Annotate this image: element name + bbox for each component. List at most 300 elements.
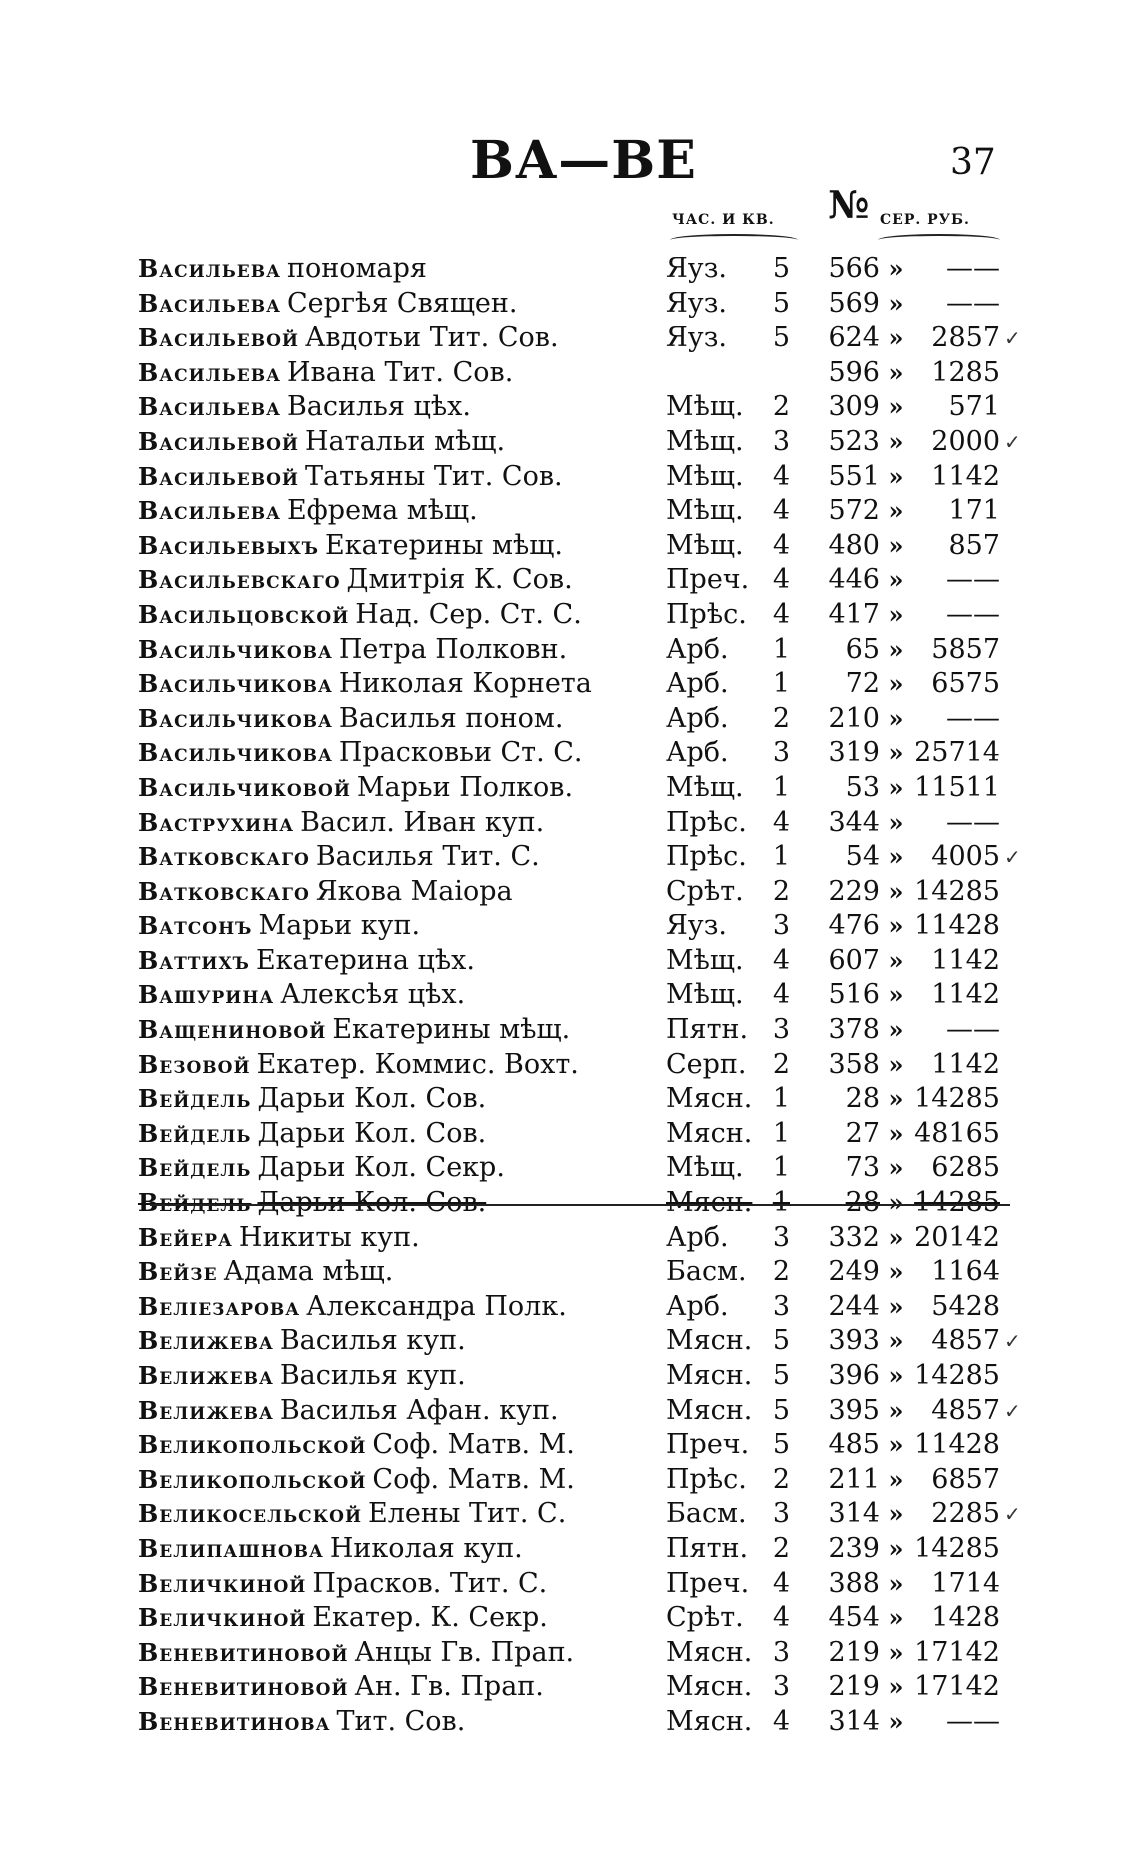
entry-name bbox=[138, 1497, 658, 1532]
entry-district: Мѣщ. bbox=[666, 391, 744, 423]
entry-marker: » bbox=[888, 530, 904, 560]
entry-district: Мясн. bbox=[666, 1394, 753, 1426]
entry-details: Марьи Полков. bbox=[356, 771, 574, 803]
entry-surname: Васильчикова bbox=[138, 669, 333, 699]
entry-details: Адама мѣщ. bbox=[223, 1256, 394, 1288]
entry-marker: » bbox=[888, 357, 904, 387]
entry-number: 53 bbox=[845, 771, 880, 803]
entry-number: 27 bbox=[845, 1117, 880, 1149]
entry-details: Николая куп. bbox=[329, 1532, 523, 1564]
entry-name bbox=[138, 390, 658, 425]
entry-number: 219 bbox=[828, 1636, 880, 1668]
entry-district: Яуз. bbox=[666, 287, 728, 319]
entry-surname: Великосельской bbox=[138, 1499, 363, 1529]
entry-part: 1 bbox=[772, 771, 790, 803]
entry-district: Мясн. bbox=[666, 1705, 753, 1737]
entry-marker: » bbox=[888, 911, 904, 941]
list-item bbox=[0, 563, 1140, 598]
entry-details: Василья цѣх. bbox=[286, 391, 471, 423]
entry-surname: Велижева bbox=[138, 1326, 274, 1356]
check-mark-icon: ✓ bbox=[1004, 326, 1021, 351]
entry-marker: » bbox=[888, 1499, 904, 1529]
entry-amount: 571 bbox=[948, 391, 1000, 423]
check-mark-icon: ✓ bbox=[1004, 845, 1021, 870]
entry-number: 485 bbox=[828, 1429, 880, 1461]
entry-surname: Веліезарова bbox=[138, 1291, 301, 1321]
entry-name bbox=[138, 633, 658, 668]
entry-surname: Велижева bbox=[138, 1361, 274, 1390]
entry-name bbox=[138, 494, 658, 529]
entry-number: 378 bbox=[828, 1014, 880, 1046]
entry-surname: Веневитинова bbox=[138, 1706, 331, 1736]
entry-district: Пятн. bbox=[666, 1014, 749, 1046]
entry-details: Дарьи Кол. Секр. bbox=[257, 1152, 505, 1184]
entry-name bbox=[138, 1636, 658, 1671]
entry-number: 566 bbox=[828, 253, 880, 284]
entry-details: Анцы Гв. Прап. bbox=[354, 1636, 575, 1668]
entry-amount: 14285 bbox=[914, 1532, 1000, 1564]
entry-number: 211 bbox=[828, 1463, 880, 1495]
entry-number: 309 bbox=[828, 391, 880, 423]
entry-amount: 5428 bbox=[931, 1290, 1000, 1322]
entry-part: 3 bbox=[772, 910, 790, 942]
entry-marker: » bbox=[888, 1361, 904, 1390]
entry-amount: 171 bbox=[948, 495, 1000, 527]
list-item bbox=[0, 1221, 1140, 1256]
entry-number: 396 bbox=[828, 1360, 880, 1391]
list-item bbox=[0, 1532, 1140, 1567]
entry-district: Мясн. bbox=[666, 1083, 753, 1115]
entry-district: Яуз. bbox=[666, 253, 728, 284]
entry-number: 516 bbox=[828, 979, 880, 1011]
entry-amount: —— bbox=[946, 287, 1000, 319]
entry-surname: Величкиной bbox=[138, 1568, 307, 1598]
entry-surname: Вейдель bbox=[138, 1118, 252, 1148]
entry-part: 4 bbox=[772, 460, 790, 492]
entry-name bbox=[138, 944, 658, 979]
entry-details: Екатерины мѣщ. bbox=[325, 529, 563, 561]
entry-details: Екатерина цѣх. bbox=[255, 944, 475, 976]
entry-surname: Ватковскаго bbox=[138, 842, 310, 872]
entry-part: 3 bbox=[772, 1671, 790, 1703]
entry-number: 569 bbox=[828, 287, 880, 319]
list-item bbox=[0, 529, 1140, 564]
list-item bbox=[0, 1705, 1140, 1740]
entry-district: Мѣщ. bbox=[666, 771, 744, 803]
list-item bbox=[0, 1394, 1140, 1429]
list-item bbox=[0, 771, 1140, 806]
list-item bbox=[0, 1186, 1140, 1221]
entry-number: 446 bbox=[828, 564, 880, 596]
entry-district: Мясн. bbox=[666, 1187, 753, 1219]
entry-name bbox=[138, 736, 658, 771]
entry-number: 454 bbox=[828, 1602, 880, 1634]
list-item bbox=[0, 1324, 1140, 1359]
list-item bbox=[0, 944, 1140, 979]
entry-surname: Ваттихъ bbox=[138, 945, 250, 975]
entry-district: Мѣщ. bbox=[666, 944, 744, 976]
list-item bbox=[0, 667, 1140, 702]
entry-part: 3 bbox=[772, 425, 790, 457]
entry-part: 3 bbox=[772, 1014, 790, 1046]
entry-marker: » bbox=[888, 980, 904, 1010]
entry-part: 1 bbox=[772, 633, 790, 665]
page-header bbox=[0, 0, 1140, 230]
list-item bbox=[0, 736, 1140, 771]
entry-part: 5 bbox=[772, 1394, 790, 1426]
entry-details: Ан. Гв. Прап. bbox=[354, 1671, 544, 1703]
entry-surname: Васильевой bbox=[138, 461, 299, 491]
district-brace bbox=[670, 234, 798, 246]
entry-part: 2 bbox=[772, 1463, 790, 1495]
entry-part: 4 bbox=[772, 529, 790, 561]
entry-marker: » bbox=[888, 461, 904, 491]
entry-name bbox=[138, 1394, 658, 1429]
column-header-number: № bbox=[828, 182, 870, 227]
entry-part: 3 bbox=[772, 1221, 790, 1253]
entry-surname: Вейдель bbox=[138, 1188, 252, 1218]
entry-details: Натальи мѣщ. bbox=[304, 425, 506, 457]
entry-district: Мясн. bbox=[666, 1360, 753, 1391]
list-item bbox=[0, 1290, 1140, 1325]
entry-surname: Вейдель bbox=[138, 1153, 252, 1183]
check-mark-icon: ✓ bbox=[1004, 1329, 1021, 1354]
entry-district: Мясн. bbox=[666, 1671, 753, 1703]
entry-marker: » bbox=[888, 738, 904, 768]
entry-marker: » bbox=[888, 1706, 904, 1736]
entry-district: Серп. bbox=[666, 1048, 747, 1080]
entry-district: Мясн. bbox=[666, 1325, 753, 1357]
list-item bbox=[0, 875, 1140, 910]
entry-details: Ивана Тит. Сов. bbox=[286, 356, 514, 388]
entry-district: Преч. bbox=[666, 1567, 750, 1599]
entry-name bbox=[138, 702, 658, 737]
entry-amount: 25714 bbox=[914, 737, 1000, 769]
entry-name bbox=[138, 356, 658, 391]
list-item bbox=[0, 633, 1140, 668]
entry-marker: » bbox=[888, 323, 904, 353]
entry-part: 5 bbox=[772, 253, 790, 284]
entry-marker: » bbox=[888, 703, 904, 733]
entry-details: Соф. Матв. М. bbox=[372, 1429, 575, 1461]
entry-part: 4 bbox=[772, 564, 790, 596]
entry-name bbox=[138, 875, 658, 910]
entry-district: Арб. bbox=[666, 702, 729, 734]
entry-surname: Великопольской bbox=[138, 1430, 367, 1460]
list-item bbox=[0, 598, 1140, 633]
entry-amount: 48165 bbox=[914, 1117, 1000, 1149]
list-item bbox=[0, 356, 1140, 391]
entry-part: 5 bbox=[772, 1429, 790, 1461]
entry-details: Екатер. К. Секр. bbox=[312, 1602, 548, 1634]
entry-amount: 1714 bbox=[931, 1567, 1000, 1599]
entry-details: Петра Полковн. bbox=[338, 633, 568, 665]
list-item bbox=[0, 1428, 1140, 1463]
list-item bbox=[0, 1670, 1140, 1705]
entry-name bbox=[138, 1532, 658, 1567]
list-item bbox=[0, 909, 1140, 944]
entry-district: Яуз. bbox=[666, 322, 728, 354]
entry-part: 1 bbox=[772, 1152, 790, 1184]
entry-amount: 14285 bbox=[914, 875, 1000, 907]
entry-part: 5 bbox=[772, 287, 790, 319]
entry-surname: Вейзе bbox=[138, 1257, 218, 1287]
entry-number: 417 bbox=[828, 598, 880, 630]
entry-amount: —— bbox=[946, 1014, 1000, 1046]
entry-number: 607 bbox=[828, 944, 880, 976]
entry-surname: Васильевыхъ bbox=[138, 530, 319, 560]
entry-surname: Великопольской bbox=[138, 1464, 367, 1494]
entry-surname: Велижева bbox=[138, 1395, 274, 1425]
entry-marker: » bbox=[888, 496, 904, 526]
list-item bbox=[0, 806, 1140, 841]
entry-details: Василья Афан. куп. bbox=[279, 1394, 559, 1426]
entry-marker: » bbox=[888, 1603, 904, 1633]
entry-number: 551 bbox=[828, 460, 880, 492]
entry-number: 239 bbox=[828, 1532, 880, 1564]
entry-surname: Васильцовской bbox=[138, 599, 350, 629]
entry-district: Срѣт. bbox=[666, 875, 744, 907]
entry-name bbox=[138, 1359, 658, 1394]
entry-amount: 1142 bbox=[931, 460, 1000, 492]
entry-amount: 1164 bbox=[931, 1256, 1000, 1288]
entry-details: Тит. Сов. bbox=[336, 1705, 466, 1737]
entry-number: 395 bbox=[828, 1394, 880, 1426]
entry-amount: 20142 bbox=[914, 1221, 1000, 1253]
entry-details: Ефрема мѣщ. bbox=[286, 495, 478, 527]
entry-amount: 6575 bbox=[931, 668, 1000, 700]
entry-marker: » bbox=[888, 669, 904, 699]
entry-surname: Васильчикова bbox=[138, 634, 333, 664]
entry-amount: 17142 bbox=[914, 1671, 1000, 1703]
list-item bbox=[0, 1151, 1140, 1186]
entry-name bbox=[138, 667, 658, 702]
check-mark-icon: ✓ bbox=[1004, 1502, 1021, 1527]
entry-name bbox=[138, 909, 658, 944]
entry-surname: Ваструхина bbox=[138, 807, 295, 837]
page-title: ВА—ВЕ bbox=[470, 130, 697, 191]
list-item bbox=[0, 1463, 1140, 1498]
check-mark-icon: ✓ bbox=[1004, 1398, 1021, 1423]
entry-name bbox=[138, 529, 658, 564]
list-item bbox=[0, 1082, 1140, 1117]
entry-name bbox=[138, 806, 658, 841]
entry-marker: » bbox=[888, 1118, 904, 1148]
entry-details: Алексѣя цѣх. bbox=[280, 979, 466, 1011]
entry-marker: » bbox=[888, 1049, 904, 1079]
entry-marker: » bbox=[888, 426, 904, 456]
entry-amount: —— bbox=[946, 806, 1000, 838]
entry-details: Дарьи Кол. Сов. bbox=[257, 1117, 487, 1149]
entry-marker: » bbox=[888, 1533, 904, 1563]
entry-number: 314 bbox=[828, 1498, 880, 1530]
entry-amount: 17142 bbox=[914, 1636, 1000, 1668]
entry-marker: » bbox=[888, 599, 904, 629]
entry-surname: Васильевскаго bbox=[138, 565, 341, 595]
entry-part: 1 bbox=[772, 1083, 790, 1115]
entry-part: 5 bbox=[772, 1360, 790, 1391]
entry-number: 244 bbox=[828, 1290, 880, 1322]
list-item bbox=[0, 252, 1140, 287]
entry-amount: —— bbox=[946, 1705, 1000, 1737]
entry-district: Арб. bbox=[666, 737, 729, 769]
entry-surname: Васильевой bbox=[138, 323, 299, 353]
entry-amount: 2000 bbox=[931, 425, 1000, 457]
entry-part: 4 bbox=[772, 495, 790, 527]
entry-surname: Веневитиновой bbox=[138, 1672, 349, 1702]
entry-marker: » bbox=[888, 807, 904, 837]
entry-details: Сергѣя Священ. bbox=[286, 287, 518, 319]
list-item bbox=[0, 460, 1140, 495]
entry-number: 358 bbox=[828, 1048, 880, 1080]
entry-surname: Васильчиковой bbox=[138, 772, 351, 802]
entry-part: 3 bbox=[772, 1498, 790, 1530]
entry-part: 4 bbox=[772, 806, 790, 838]
entry-number: 393 bbox=[828, 1325, 880, 1357]
entry-surname: Васильева bbox=[138, 254, 281, 283]
entry-list bbox=[0, 252, 1140, 1740]
entry-marker: » bbox=[888, 1015, 904, 1045]
entry-marker: » bbox=[888, 392, 904, 422]
entry-district: Арб. bbox=[666, 668, 729, 700]
entry-surname: Васильева bbox=[138, 392, 281, 422]
entry-district: Яуз. bbox=[666, 910, 728, 942]
entry-part: 1 bbox=[772, 668, 790, 700]
entry-district: Преч. bbox=[666, 564, 750, 596]
entry-details: Над. Сер. Ст. С. bbox=[355, 598, 582, 630]
entry-name bbox=[138, 1705, 658, 1740]
entry-part: 2 bbox=[772, 1048, 790, 1080]
entry-part: 4 bbox=[772, 1705, 790, 1737]
entry-marker: » bbox=[888, 1291, 904, 1321]
entry-marker: » bbox=[888, 565, 904, 595]
check-mark-icon: ✓ bbox=[1004, 429, 1021, 454]
list-item bbox=[0, 1255, 1140, 1290]
entry-surname: Васильева bbox=[138, 357, 281, 387]
entry-district: Прѣс. bbox=[666, 1463, 747, 1495]
entry-name bbox=[138, 1463, 658, 1498]
entry-part: 1 bbox=[772, 841, 790, 873]
entry-marker: » bbox=[888, 876, 904, 906]
entry-district: Арб. bbox=[666, 633, 729, 665]
entry-name bbox=[138, 321, 658, 356]
entry-amount: 4005 bbox=[931, 841, 1000, 873]
entry-number: 319 bbox=[828, 737, 880, 769]
entry-name bbox=[138, 1290, 658, 1325]
entry-amount: 14285 bbox=[914, 1360, 1000, 1391]
entry-details: Прасковьи Ст. С. bbox=[338, 737, 583, 769]
entry-district: Прѣс. bbox=[666, 598, 747, 630]
entry-surname: Вашурина bbox=[138, 980, 275, 1010]
entry-amount: 1142 bbox=[931, 944, 1000, 976]
list-item bbox=[0, 1048, 1140, 1083]
entry-marker: » bbox=[888, 1257, 904, 1287]
entry-district: Арб. bbox=[666, 1221, 729, 1253]
entry-name bbox=[138, 1428, 658, 1463]
entry-surname: Васильевой bbox=[138, 426, 299, 456]
entry-district: Прѣс. bbox=[666, 841, 747, 873]
entry-name bbox=[138, 1082, 658, 1117]
entry-name bbox=[138, 1221, 658, 1256]
entry-name bbox=[138, 840, 658, 875]
entry-details: пономаря bbox=[286, 253, 427, 284]
entry-name bbox=[138, 1048, 658, 1083]
entry-surname: Величкиной bbox=[138, 1603, 307, 1633]
entry-marker: » bbox=[888, 772, 904, 802]
column-header-district: ЧАС. И КВ. bbox=[672, 212, 775, 228]
entry-part: 5 bbox=[772, 1325, 790, 1357]
entry-district: Мѣщ. bbox=[666, 1152, 744, 1184]
entry-number: 65 bbox=[845, 633, 880, 665]
entry-surname: Васильчикова bbox=[138, 703, 333, 733]
entry-marker: » bbox=[888, 1153, 904, 1183]
entry-details: Дмитрія К. Сов. bbox=[346, 564, 573, 596]
entry-number: 523 bbox=[828, 425, 880, 457]
entry-details: Васил. Иван куп. bbox=[300, 806, 545, 838]
entry-amount: 6857 bbox=[931, 1463, 1000, 1495]
entry-part: 2 bbox=[772, 702, 790, 734]
entry-marker: » bbox=[888, 1568, 904, 1598]
entry-details: Якова Маіора bbox=[315, 875, 513, 907]
entry-details: Василья куп. bbox=[279, 1325, 466, 1357]
entry-number: 476 bbox=[828, 910, 880, 942]
page-number: 37 bbox=[950, 142, 996, 183]
entry-amount: 1428 bbox=[931, 1602, 1000, 1634]
entry-number: 332 bbox=[828, 1221, 880, 1253]
entry-amount: 11428 bbox=[914, 910, 1000, 942]
entry-name bbox=[138, 598, 658, 633]
list-item bbox=[0, 1567, 1140, 1602]
entry-part: 2 bbox=[772, 1532, 790, 1564]
entry-part: 3 bbox=[772, 1290, 790, 1322]
entry-name bbox=[138, 563, 658, 598]
entry-district: Мясн. bbox=[666, 1117, 753, 1149]
entry-part: 1 bbox=[772, 1187, 790, 1219]
entry-part: 4 bbox=[772, 1602, 790, 1634]
entry-marker: » bbox=[888, 842, 904, 872]
entry-details: Елены Тит. С. bbox=[368, 1498, 567, 1530]
entry-number: 624 bbox=[828, 322, 880, 354]
entry-number: 249 bbox=[828, 1256, 880, 1288]
column-header-amount: СЕР. РУБ. bbox=[880, 212, 970, 228]
entry-name bbox=[138, 1255, 658, 1290]
entry-surname: Ващениновой bbox=[138, 1015, 327, 1045]
entry-marker: » bbox=[888, 1188, 904, 1218]
entry-marker: » bbox=[888, 1672, 904, 1702]
entry-part: 4 bbox=[772, 944, 790, 976]
entry-details: Екатерины мѣщ. bbox=[332, 1014, 571, 1046]
list-item bbox=[0, 321, 1140, 356]
list-item bbox=[0, 425, 1140, 460]
entry-details: Соф. Матв. М. bbox=[372, 1463, 575, 1495]
entry-details: Екатер. Коммис. Вохт. bbox=[256, 1048, 579, 1080]
entry-district: Мѣщ. bbox=[666, 495, 744, 527]
entry-part: 4 bbox=[772, 979, 790, 1011]
entry-number: 72 bbox=[845, 668, 880, 700]
entry-surname: Велипашнова bbox=[138, 1533, 324, 1563]
entry-details: Татьяны Тит. Сов. bbox=[304, 460, 563, 492]
entry-district: Мѣщ. bbox=[666, 979, 744, 1011]
entry-amount: 11511 bbox=[914, 771, 1000, 803]
list-item bbox=[0, 390, 1140, 425]
entry-amount: 1142 bbox=[931, 1048, 1000, 1080]
entry-details: Дарьи Кол. Сов. bbox=[257, 1083, 487, 1115]
list-item bbox=[0, 1013, 1140, 1048]
entry-name bbox=[138, 1670, 658, 1705]
entry-marker: » bbox=[888, 1637, 904, 1667]
entry-part: 4 bbox=[772, 1567, 790, 1599]
entry-marker: » bbox=[888, 1084, 904, 1114]
